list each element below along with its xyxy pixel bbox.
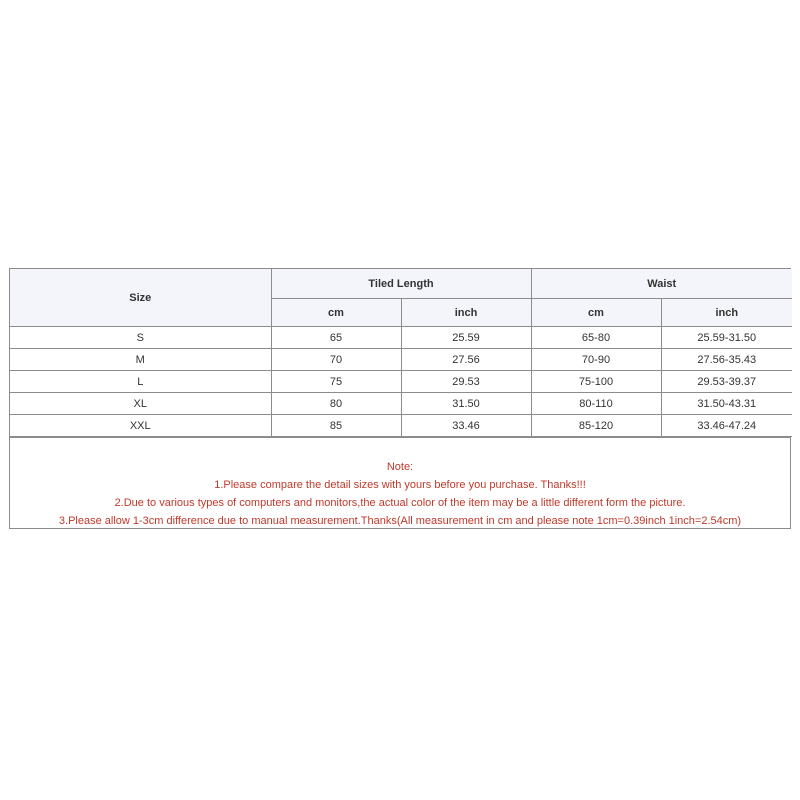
size-table: [10, 269, 792, 437]
waist-cm-cell: 70-90: [531, 349, 661, 371]
waist-cm-cell: 80-110: [531, 393, 661, 415]
tiled-length-inch-cell: 31.50: [401, 393, 531, 415]
waist-inch-cell: 31.50-43.31: [661, 393, 792, 415]
note-line-2: 2.Due to various types of computers and monitors,the actual color of the item may be a little different form the picture.: [114, 497, 686, 509]
tiled-length-cm-cell: 70: [271, 349, 401, 371]
tiled-length-cm-cell: 85: [271, 415, 401, 437]
table-row: [10, 393, 792, 415]
tiled-length-inch-cell: 29.53: [401, 371, 531, 393]
waist-cm-header: cm: [531, 299, 661, 327]
size-header: Size: [10, 269, 271, 327]
table-row: [10, 327, 792, 349]
waist-inch-cell: 27.56-35.43: [661, 349, 792, 371]
note-line-1: 1.Please compare the detail sizes with yours before you purchase. Thanks!!!: [214, 479, 586, 491]
size-cell: XXL: [10, 415, 271, 437]
notes-section: [10, 437, 790, 528]
tiled-length-cm-cell: 80: [271, 393, 401, 415]
note-line-3: 3.Please allow 1-3cm difference due to manual measurement.Thanks(All measurement in cm and please note 1cm=0.39inch 1inch=2.54cm): [58, 515, 742, 527]
waist-cm-cell: 65-80: [531, 327, 661, 349]
tiled-length-cm-cell: 75: [271, 371, 401, 393]
table-row: [10, 349, 792, 371]
size-cell: S: [10, 327, 271, 349]
size-chart: [9, 268, 791, 529]
size-cell: M: [10, 349, 271, 371]
waist-inch-header: inch: [661, 299, 792, 327]
size-cell: XL: [10, 393, 271, 415]
waist-cm-cell: 85-120: [531, 415, 661, 437]
tiled-length-header: Tiled Length: [271, 269, 531, 299]
waist-inch-cell: 25.59-31.50: [661, 327, 792, 349]
waist-header: Waist: [531, 269, 792, 299]
size-cell: L: [10, 371, 271, 393]
table-header-row: [10, 269, 792, 299]
tiled-length-inch-header: inch: [401, 299, 531, 327]
waist-inch-cell: 33.46-47.24: [661, 415, 792, 437]
tiled-length-inch-cell: 33.46: [401, 415, 531, 437]
tiled-length-cm-cell: 65: [271, 327, 401, 349]
table-row: [10, 371, 792, 393]
table-row: [10, 415, 792, 437]
note-title: Note:: [386, 461, 414, 473]
tiled-length-inch-cell: 27.56: [401, 349, 531, 371]
tiled-length-inch-cell: 25.59: [401, 327, 531, 349]
tiled-length-cm-header: cm: [271, 299, 401, 327]
waist-cm-cell: 75-100: [531, 371, 661, 393]
waist-inch-cell: 29.53-39.37: [661, 371, 792, 393]
